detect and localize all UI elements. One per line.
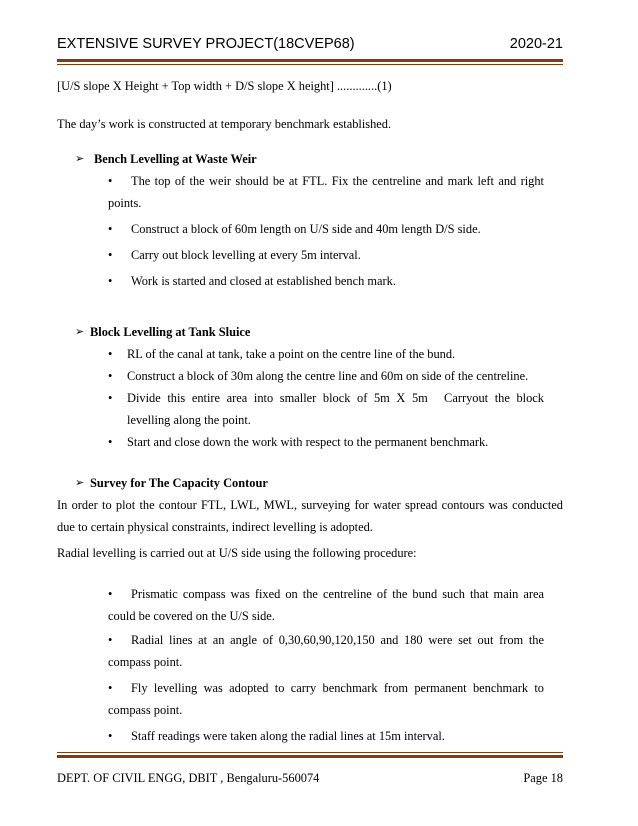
bullet-text: Radial lines at an angle of 0,30,60,90,120,150 and 180 were set out from the [131, 633, 544, 647]
section-heading-waste-weir: Bench Levelling at Waste Weir [94, 152, 257, 166]
bullet-icon: • [108, 435, 113, 449]
bullet-text-continued: levelling along the point. [127, 413, 251, 427]
header-rule-thick [57, 59, 563, 62]
bullet-text: The top of the weir should be at FTL. Fix the centreline and mark left and right [131, 174, 544, 188]
footer-page [523, 771, 563, 786]
bullet-text: Fly levelling was adopted to carry benchmark from permanent benchmark to [131, 681, 544, 695]
bullet-icon: • [108, 222, 113, 236]
footer-page-label: Page [523, 771, 548, 785]
bullet-icon: • [108, 633, 113, 647]
bullet-icon: • [108, 248, 113, 262]
section-arrow-icon: ➢ [75, 325, 85, 338]
footer-rule-thin [57, 752, 563, 753]
bullet-text-continued: compass point. [108, 655, 183, 669]
bullet-text: Construct a block of 30m along the centre line and 60m on side of the centreline. [127, 369, 529, 383]
bullet-text: Divide this entire area into smaller block of 5m X 5m Carryout the block [127, 391, 544, 405]
body-paragraph: In order to plot the contour FTL, LWL, MWL, surveying for water spread contours was conducted [57, 498, 563, 512]
bullet-icon: • [108, 587, 113, 601]
body-paragraph-continued: due to certain physical constraints, indirect levelling is adopted. [57, 520, 373, 534]
bullet-icon: • [108, 274, 113, 288]
bullet-text: Prismatic compass was fixed on the centreline of the bund such that main area [131, 587, 544, 601]
footer-department: DEPT. OF CIVIL ENGG, DBIT , Bengaluru-560074 [57, 771, 320, 785]
bullet-icon: • [108, 347, 113, 361]
bullet-text: Staff readings were taken along the radial lines at 15m interval. [131, 729, 445, 743]
intro-paragraph: The day’s work is constructed at temporary benchmark established. [57, 117, 392, 131]
bullet-text-continued: could be covered on the U/S side. [108, 609, 275, 623]
footer-rule-thick [57, 755, 563, 758]
bullet-text-continued: points. [108, 196, 142, 210]
section-arrow-icon: ➢ [75, 476, 85, 489]
section-arrow-icon: ➢ [75, 152, 85, 165]
bullet-text-continued: compass point. [108, 703, 183, 717]
bullet-text: Work is started and closed at established bench mark. [131, 274, 396, 288]
bullet-text: Start and close down the work with respect to the permanent benchmark. [127, 435, 489, 449]
section-heading-capacity-contour: Survey for The Capacity Contour [90, 476, 268, 490]
bullet-icon: • [108, 729, 113, 743]
bullet-icon: • [108, 369, 113, 383]
header-title: EXTENSIVE SURVEY PROJECT(18CVEP68) [57, 36, 355, 52]
page-footer [57, 771, 563, 789]
formula-line: [U/S slope X Height + Top width + D/S slope X height] .............(1) [57, 79, 392, 93]
body-paragraph: Radial levelling is carried out at U/S side using the following procedure: [57, 546, 417, 560]
bullet-text: RL of the canal at tank, take a point on the centre line of the bund. [127, 347, 456, 361]
bullet-icon: • [108, 681, 113, 695]
section-heading-tank-sluice: Block Levelling at Tank Sluice [90, 325, 251, 339]
header-year: 2020-21 [509, 36, 563, 52]
bullet-icon: • [108, 174, 113, 188]
bullet-icon: • [108, 391, 113, 405]
bullet-text: Carry out block levelling at every 5m interval. [131, 248, 361, 262]
header-rule-thin [57, 64, 563, 65]
page-header [57, 36, 563, 56]
footer-page-number: 18 [550, 771, 563, 785]
bullet-text: Construct a block of 60m length on U/S side and 40m length D/S side. [131, 222, 481, 236]
